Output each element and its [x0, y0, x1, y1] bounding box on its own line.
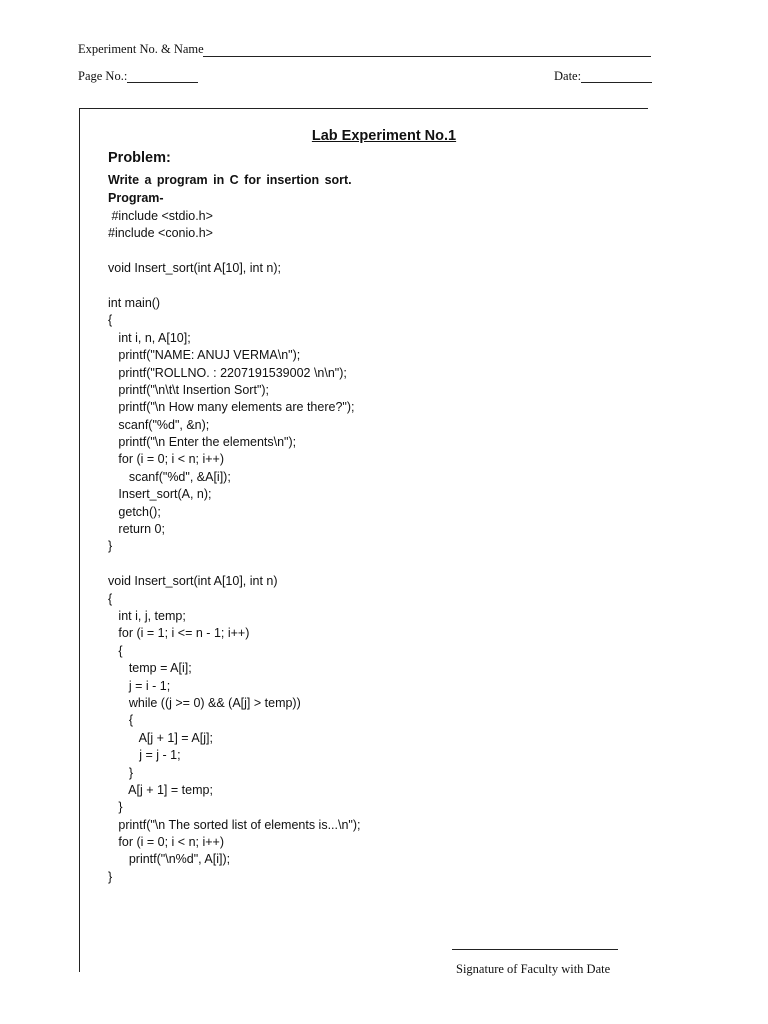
code-line: void Insert_sort(int A[10], int n); — [108, 261, 281, 276]
code-line — [108, 278, 361, 295]
code-line — [108, 243, 361, 260]
code-line: #include <stdio.h> — [108, 209, 213, 223]
code-line: } — [108, 800, 123, 815]
page-left-margin-line — [79, 108, 80, 972]
code-line: scanf("%d", &A[i]); — [108, 469, 231, 484]
code-line: void Insert_sort(int A[10], int n) — [108, 574, 278, 589]
experiment-name-label: Experiment No. & Name — [78, 42, 204, 56]
date-label: Date: — [554, 69, 582, 83]
page-number-label: Page No.: — [78, 69, 128, 83]
code-line: for (i = 1; i <= n - 1; i++) — [108, 626, 250, 641]
signature-line — [452, 949, 618, 950]
code-line: return 0; — [108, 522, 165, 537]
code-line: } — [108, 869, 113, 884]
code-line: while ((j >= 0) && (A[j] > temp)) — [108, 695, 301, 710]
code-line: { — [108, 713, 134, 728]
code-line: } — [108, 539, 113, 554]
code-line: printf("\n\t\t Insertion Sort"); — [108, 382, 270, 397]
code-line: temp = A[i]; — [108, 661, 192, 676]
experiment-name-line — [203, 56, 651, 57]
code-block — [108, 208, 361, 886]
code-line: printf("\n Enter the elements\n"); — [108, 435, 297, 450]
code-line: printf("\n The sorted list of elements is...\n"); — [108, 817, 361, 832]
code-line: Insert_sort(A, n); — [108, 487, 212, 502]
code-line: } — [108, 765, 134, 780]
code-line: printf("ROLLNO. : 2207191539002 \n\n"); — [108, 365, 347, 380]
code-line: printf("\n%d", A[i]); — [108, 852, 231, 867]
code-line: scanf("%d", &n); — [108, 417, 210, 432]
code-line: getch(); — [108, 504, 161, 519]
code-line: for (i = 0; i < n; i++) — [108, 835, 225, 850]
code-line: int i, n, A[10]; — [108, 330, 191, 345]
code-line: A[j + 1] = temp; — [108, 782, 213, 797]
code-line: { — [108, 591, 113, 606]
code-line: j = i - 1; — [108, 678, 171, 693]
code-line: j = j - 1; — [108, 748, 181, 763]
code-line: printf("NAME: ANUJ VERMA\n"); — [108, 348, 301, 363]
page-top-border — [79, 108, 648, 109]
page-title: Lab Experiment No.1 — [311, 128, 457, 144]
code-line: for (i = 0; i < n; i++) — [108, 452, 225, 467]
date-line — [581, 82, 652, 83]
signature-label: Signature of Faculty with Date — [456, 962, 611, 976]
code-line: int main() — [108, 295, 161, 310]
code-line: #include <conio.h> — [108, 226, 213, 241]
code-line: int i, j, temp; — [108, 608, 186, 623]
page-number-line — [127, 82, 198, 83]
code-line — [108, 556, 361, 573]
code-line: { — [108, 313, 113, 328]
code-line: { — [108, 643, 123, 658]
problem-statement: Write a program in C for insertion sort. — [108, 173, 352, 187]
code-line: printf("\n How many elements are there?"); — [108, 400, 355, 415]
code-line: A[j + 1] = A[j]; — [108, 730, 213, 745]
problem-heading: Problem: — [108, 150, 171, 166]
program-label: Program- — [108, 191, 164, 205]
